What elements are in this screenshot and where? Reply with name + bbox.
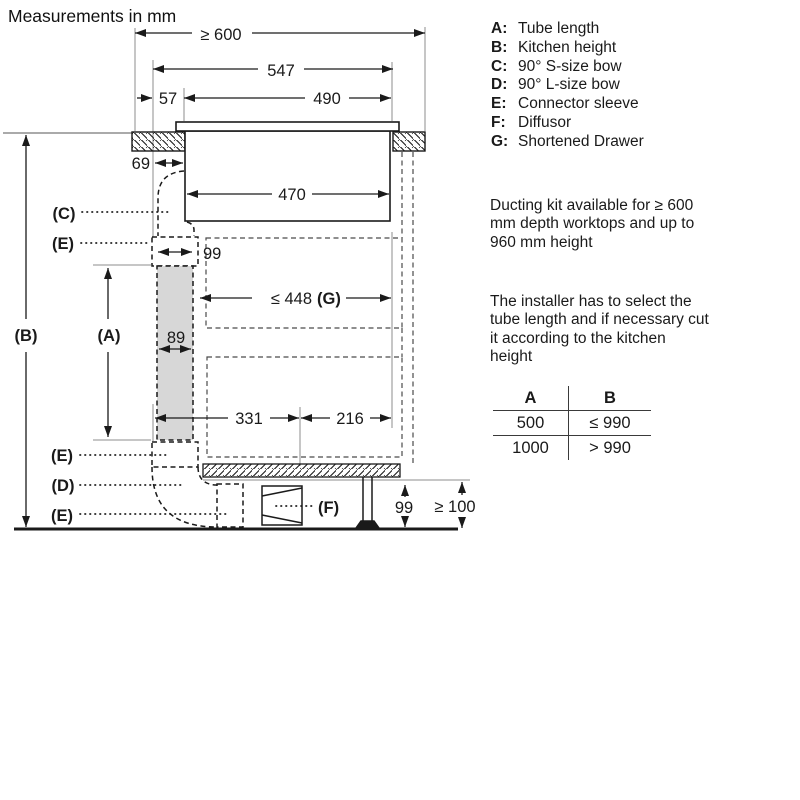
legend-item-d (491, 76, 644, 95)
legend-value: Kitchen height (518, 38, 617, 56)
dim-hob-body-label: 470 (278, 186, 306, 204)
size-table (493, 386, 651, 460)
dim-worktop-depth-label: ≥ 600 (200, 26, 242, 44)
legend-item-f (491, 114, 644, 133)
hob-plate (176, 122, 399, 131)
table-header-b: B (569, 386, 652, 411)
legend-value: Connector sleeve (518, 95, 639, 113)
label-a: (A) (97, 327, 121, 345)
worktop-left (132, 132, 185, 151)
legend-item-a (491, 20, 644, 39)
legend-key: E: (491, 95, 507, 113)
legend-value: Shortened Drawer (518, 132, 644, 150)
table-cell-b1: ≤ 990 (569, 411, 652, 436)
legend-value: Tube length (518, 20, 600, 37)
dim-cutout-label: 490 (313, 90, 341, 108)
tube (157, 266, 193, 440)
table-cell-b2: > 990 (589, 438, 631, 457)
label-d: (D) (51, 477, 75, 495)
cabinet-dashed-lines (402, 152, 413, 463)
shortened-drawer-box (206, 238, 402, 328)
legend-key: B: (491, 38, 508, 56)
table-cell-a1: 500 (493, 411, 569, 436)
legend-value: 90° L-size bow (518, 76, 620, 94)
legend-key: D: (491, 76, 508, 94)
legend (491, 20, 644, 152)
legend-item-c (491, 58, 644, 77)
dim-drawer-g-label: (G) (317, 290, 341, 308)
dim-sleeve-label: 99 (203, 245, 222, 263)
label-e-mid: (E) (51, 447, 73, 465)
page-title: Measurements in mm (8, 6, 177, 26)
label-c: (C) (52, 205, 76, 223)
dim-hob-width (153, 59, 393, 80)
dim-kitchen-height (15, 135, 38, 527)
legend-key: A: (491, 20, 508, 37)
table-header-row (493, 386, 651, 411)
dim-tube-length (98, 268, 121, 437)
dim-hob-width-label: 547 (267, 62, 295, 80)
legend-key: F: (491, 113, 506, 131)
connector-sleeve-mid (152, 442, 198, 467)
table-row (493, 436, 651, 461)
dim-offset-cutout (137, 88, 391, 108)
label-f: (F) (318, 499, 340, 517)
lower-drawer-box (207, 357, 402, 457)
dim-bow-offset-label: 69 (131, 155, 150, 173)
dim-plinth-label: 99 (394, 499, 414, 517)
connector-sleeve-bottom (217, 484, 243, 527)
legend-item-b (491, 39, 644, 58)
legend-value: 90° S-size bow (518, 57, 622, 75)
cabinet-bottom (203, 464, 400, 477)
legend-item-g (491, 133, 644, 152)
label-e-top: (E) (52, 235, 74, 253)
table-cell-a2: 1000 (493, 436, 569, 461)
table-header-a: A (493, 386, 569, 411)
installation-diagram (0, 0, 490, 545)
dim-plinth-min-label: ≥ 100 (434, 498, 476, 516)
dim-plinth-min-height (434, 482, 475, 528)
note-installer: The installer has to select the tube length and if necessary cut it according to the kitchen height (490, 293, 709, 366)
dim-plinth-height (395, 485, 413, 527)
legend-key: C: (491, 57, 508, 75)
dim-drawer-label: ≤ 448 (270, 290, 312, 308)
dim-tube-width-label: 89 (166, 329, 186, 347)
legend-value: Diffusor (518, 113, 572, 131)
note-ducting-kit: Ducting kit available for ≥ 600 mm depth worktops and up to 960 mm height (490, 197, 695, 251)
worktop-right (393, 132, 425, 151)
dim-worktop-depth (135, 23, 425, 44)
dim-right-span-label: 216 (336, 410, 364, 428)
dim-offset-label: 57 (158, 90, 178, 108)
hob-body (185, 131, 390, 221)
label-e-bottom: (E) (51, 507, 73, 525)
dim-left-span-label: 331 (235, 410, 263, 428)
table-row (493, 411, 651, 436)
legend-item-e (491, 95, 644, 114)
legend-key: G: (491, 132, 509, 150)
dim-drawer-length (200, 288, 391, 308)
plinth-foot (356, 477, 379, 528)
dim-bow-offset (132, 155, 183, 173)
label-b: (B) (14, 327, 38, 345)
